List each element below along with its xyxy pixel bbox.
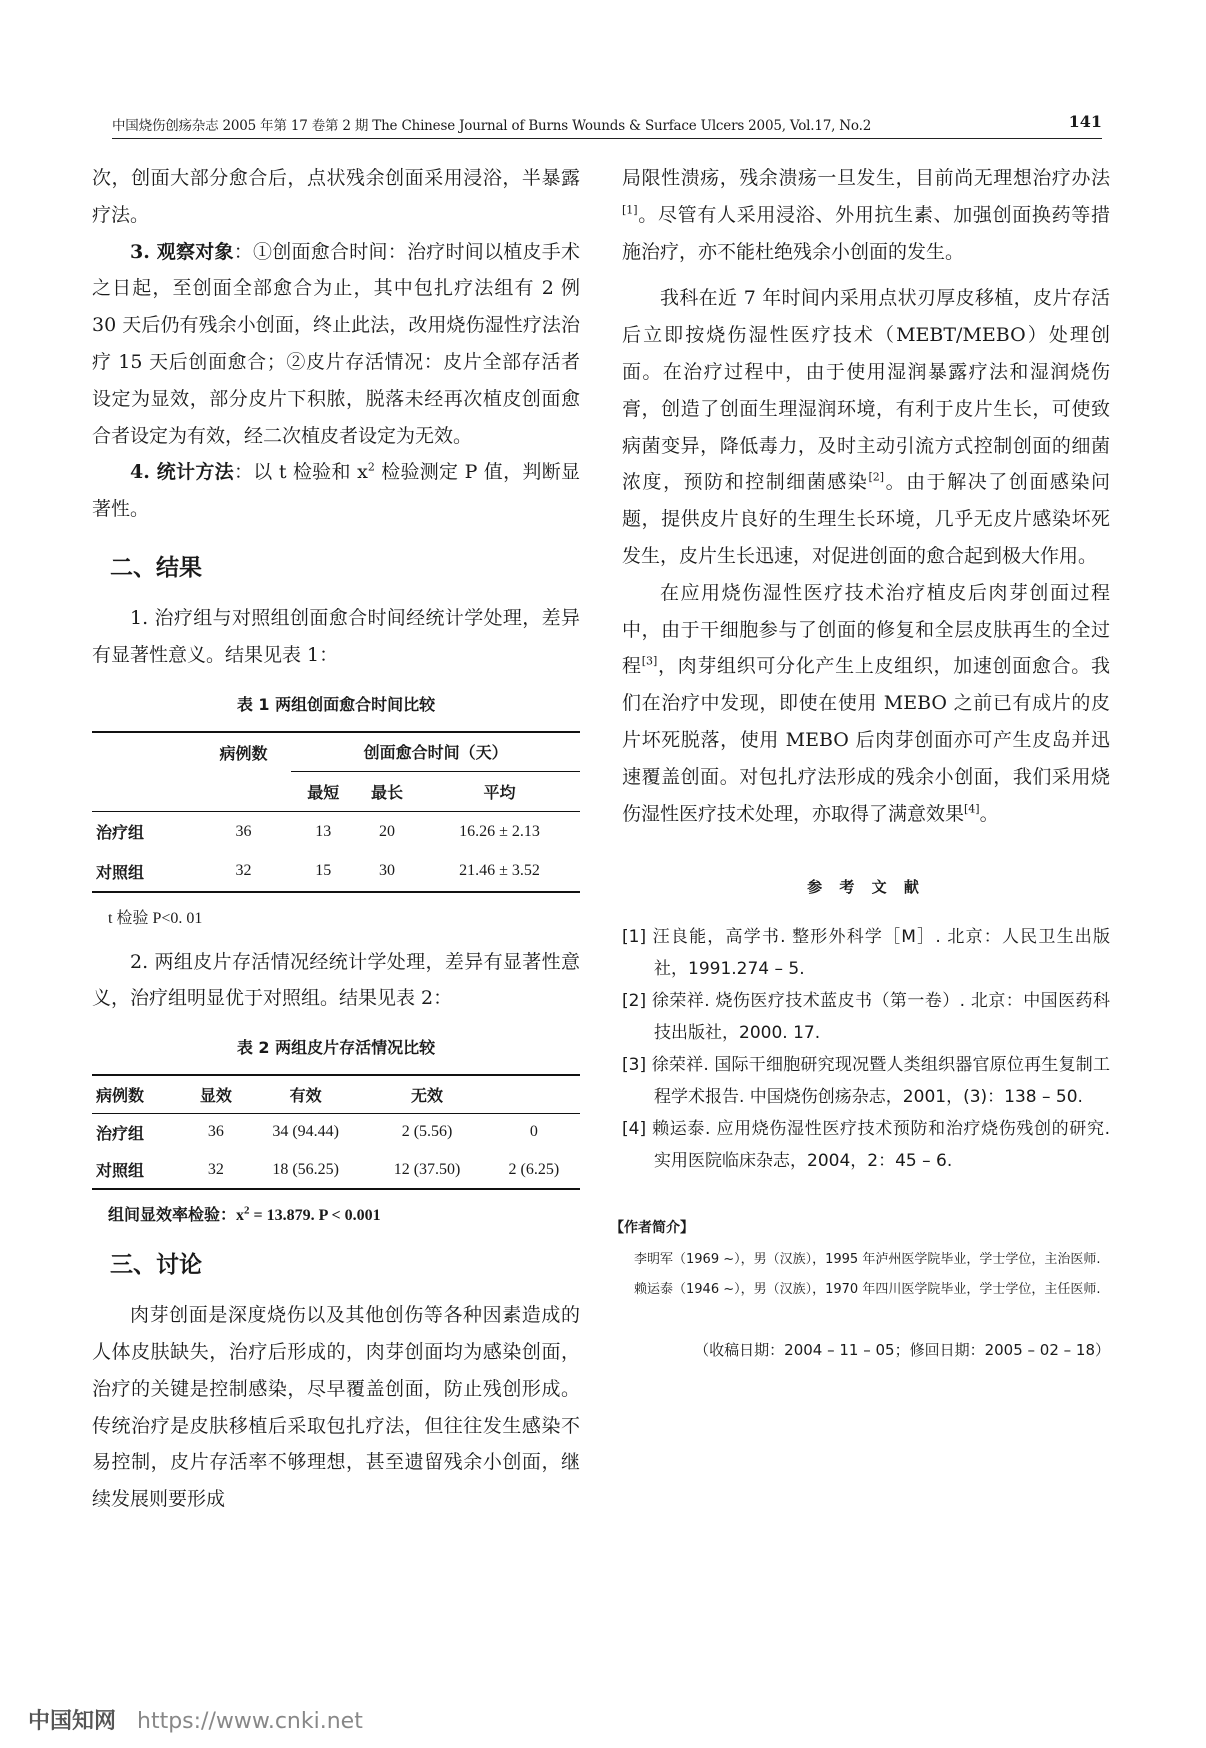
reference-item: [2] 徐荣祥. 烧伤医疗技术蓝皮书（第一卷）. 北京：中国医药科技出版社，2000. 17.	[622, 991, 1110, 1044]
citation: [1]	[622, 203, 638, 217]
table-header-ineffective: 无效	[366, 1075, 487, 1113]
table-cell: 13	[315, 822, 332, 840]
paragraph-body: 局限性溃疡，残余溃疡一旦发生，目前尚无理想治疗办法	[622, 167, 1110, 189]
reference-item: [1] 汪良能，高学书. 整形外科学［M］. 北京：人民卫生出版社，1991.274 – 5.	[622, 927, 1110, 980]
paragraph-lead: 3. 观察对象	[130, 240, 234, 263]
table-row	[92, 852, 580, 892]
cnki-url[interactable]: https://www.cnki.net	[137, 1709, 363, 1734]
table-row	[92, 812, 580, 852]
table-cell-group: 治疗组	[96, 825, 145, 843]
table-header-cases: 病例数	[92, 1075, 187, 1113]
table-cell-group: 治疗组	[96, 1125, 145, 1143]
table-cell: 0	[529, 1123, 538, 1141]
section-title-results: 二、结果	[110, 554, 202, 581]
table1-note: t 检验 P<0. 01	[108, 909, 203, 927]
section-title-discussion: 三、讨论	[110, 1252, 202, 1279]
table-cell-group: 对照组	[96, 864, 145, 882]
paragraph-statistics	[92, 454, 580, 528]
table-header-avg: 平均	[419, 772, 580, 812]
citation: [3]	[641, 655, 658, 669]
table-header-min: 最短	[291, 772, 355, 812]
paragraph-observation	[92, 234, 580, 455]
table-header-row	[92, 732, 580, 772]
table2-caption: 表 2 两组皮片存活情况比较	[236, 1038, 436, 1058]
running-header	[112, 114, 1102, 140]
table-cell	[196, 772, 292, 812]
author-bio: 李明军（1969 ~），男（汉族），1995 年泸州医学院毕业，学士学位，主治医师.	[634, 1252, 1101, 1268]
paragraph: 肉芽创面是深度烧伤以及其他创伤等各种因素造成的人体皮肤缺失，治疗后形成的，肉芽创面均为感染创面，治疗的关键是控制感染，尽早覆盖创面，防止残创形成。传统治疗是皮肤移植后采取包扎疗法，但往往发生感染不易控制，皮片存活率不够理想，甚至遗留残余小创面，继续发展则要形成	[92, 1304, 580, 1511]
paragraph-body: 。	[979, 802, 999, 825]
table-cell: 2 (5.56)	[401, 1123, 453, 1141]
reference-item: [4] 赖运泰. 应用烧伤湿性医疗技术预防和治疗烧伤残创的研究. 实用医院临床杂志，2004，2：45 – 6.	[622, 1119, 1110, 1172]
paragraph-body: ：①创面愈合时间：治疗时间以植皮手术之日起，至创面全部愈合为止，其中包扎疗法组有 2 例 30 天后仍有残余小创面，终止此法，改用烧伤湿性疗法治疗 15 天后创面愈合；②皮片存活情况：皮片全部存活者设定为显效，部分皮片下积脓，脱落未经再次植皮创面愈合者设定为有效，经二次植皮者设定为无效。	[92, 240, 580, 447]
paragraph	[622, 160, 1110, 270]
paragraph: 2. 两组皮片存活情况经统计学处理，差异有显著性意义，治疗组明显优于对照组。结果见表 2：	[92, 950, 580, 1010]
citation: [2]	[868, 471, 885, 485]
paragraph-body: 。由于解决了创面感染问题，提供皮片良好的生理生长环境，几乎无皮片感染坏死发生，皮片生长迅速，对促进创面的愈合起到极大作用。	[622, 471, 1110, 567]
table-cell: 36	[207, 1123, 224, 1141]
table-cell: 30	[379, 862, 396, 880]
table2	[92, 1074, 580, 1190]
table-cell	[488, 1075, 580, 1113]
paragraph-body: 检验测定 P 值，判断显著性。	[92, 461, 580, 521]
note-text: 组间显效率检验：x	[108, 1207, 245, 1225]
journal-header-text: 中国烧伤创疡杂志 2005 年第 17 卷第 2 期 The Chinese Journal of Burns Wounds & Surface Ulcers 2005, Vol.17, No.2	[112, 118, 872, 134]
superscript: 2	[367, 461, 375, 475]
author-bio-title: 【作者简介】	[610, 1220, 694, 1237]
table-header-time: 创面愈合时间（天）	[291, 732, 580, 772]
table-cell: 32	[207, 1160, 224, 1178]
paragraph-body: 。尽管有人采用浸浴、外用抗生素、加强创面换药等措施治疗，亦不能杜绝残余小创面的发生。	[622, 203, 1110, 263]
table-header-row	[92, 1075, 580, 1113]
table-cell: 16.26 ± 2.13	[459, 822, 540, 840]
superscript: 2	[244, 1204, 250, 1217]
cnki-logo: 中国知网	[28, 1709, 117, 1734]
table2-note	[108, 1202, 580, 1225]
table-cell: 36	[235, 822, 252, 840]
left-column	[92, 160, 580, 1518]
author-bio: 赖运泰（1946 ~），男（汉族），1970 年四川医学院毕业，学士学位，主任医师.	[634, 1282, 1101, 1298]
paragraph	[622, 280, 1110, 574]
note-text: = 13.879. P < 0.001	[249, 1207, 381, 1225]
paragraph-lead: 4. 统计方法	[130, 461, 234, 484]
table-header-significant: 显效	[187, 1075, 245, 1113]
table-cell: 12 (37.50)	[393, 1160, 461, 1178]
table-cell: 34 (94.44)	[272, 1123, 339, 1141]
page-number: 141	[1068, 112, 1102, 131]
paragraph: 次，创面大部分愈合后，点状残余创面采用浸浴，半暴露疗法。	[92, 167, 580, 226]
references-title: 参 考 文 献	[807, 878, 925, 897]
paragraph-body: 在应用烧伤湿性医疗技术治疗植皮后肉芽创面过程中，由于干细胞参与了创面的修复和全层皮肤再生的全过程	[622, 581, 1110, 678]
footer-watermark	[28, 1704, 363, 1735]
table-header-effective: 有效	[245, 1075, 366, 1113]
table-cell: 2 (6.25)	[508, 1160, 560, 1178]
table1	[92, 731, 580, 893]
table-header-max: 最长	[355, 772, 419, 812]
citation: [4]	[964, 802, 980, 816]
paragraph: 1. 治疗组与对照组创面愈合时间经统计学处理，差异有显著性意义。结果见表 1：	[92, 606, 580, 666]
table-cell: 18 (56.25)	[272, 1160, 339, 1178]
table-cell	[92, 732, 196, 772]
table-subheader-row	[92, 772, 580, 812]
table-cell	[92, 772, 196, 812]
table-cell: 32	[235, 862, 252, 880]
right-column	[610, 160, 1110, 1360]
paragraph-body: 我科在近 7 年时间内采用点状刃厚皮移植，皮片存活后立即按烧伤湿性医疗技术（MEBT/MEBO）处理创面。在治疗过程中，由于使用湿润暴露疗法和湿润烧伤膏，创造了创面生理湿润环境，有利于皮片生长，可使致病菌变异，降低毒力，及时主动引流方式控制创面的细菌浓度，预防和控制细菌感染	[622, 287, 1110, 494]
table-cell: 20	[379, 822, 396, 840]
paragraph	[622, 575, 1110, 833]
table-row	[92, 1113, 580, 1151]
table-row	[92, 1151, 580, 1189]
header-rule	[112, 138, 1102, 139]
table1-caption: 表 1 两组创面愈合时间比较	[236, 694, 436, 714]
table-cell-group: 对照组	[96, 1163, 145, 1181]
table-header-cases: 病例数	[219, 745, 268, 763]
received-dates: （收稿日期：2004 – 11 – 05；修回日期：2005 – 02 – 18）	[694, 1341, 1110, 1360]
paragraph-body: ：以 t 检验和 x	[233, 461, 368, 484]
table-cell: 21.46 ± 3.52	[459, 862, 540, 880]
reference-item: [3] 徐荣祥. 国际干细胞研究现况暨人类组织器官原位再生复制工程学术报告. 中国烧伤创疡杂志，2001，(3)：138 – 50.	[622, 1055, 1110, 1108]
table-cell: 15	[315, 862, 332, 880]
paragraph-body: ，肉芽组织可分化产生上皮组织，加速创面愈合。我们在治疗中发现，即使在使用 MEBO 之前已有成片的皮片坏死脱落，使用 MEBO 后肉芽创面亦可产生皮岛并迅速覆盖创面。对包扎疗法形成的残余小创面，我们采用烧伤湿性医疗技术处理，亦取得了满意效果	[622, 655, 1110, 825]
